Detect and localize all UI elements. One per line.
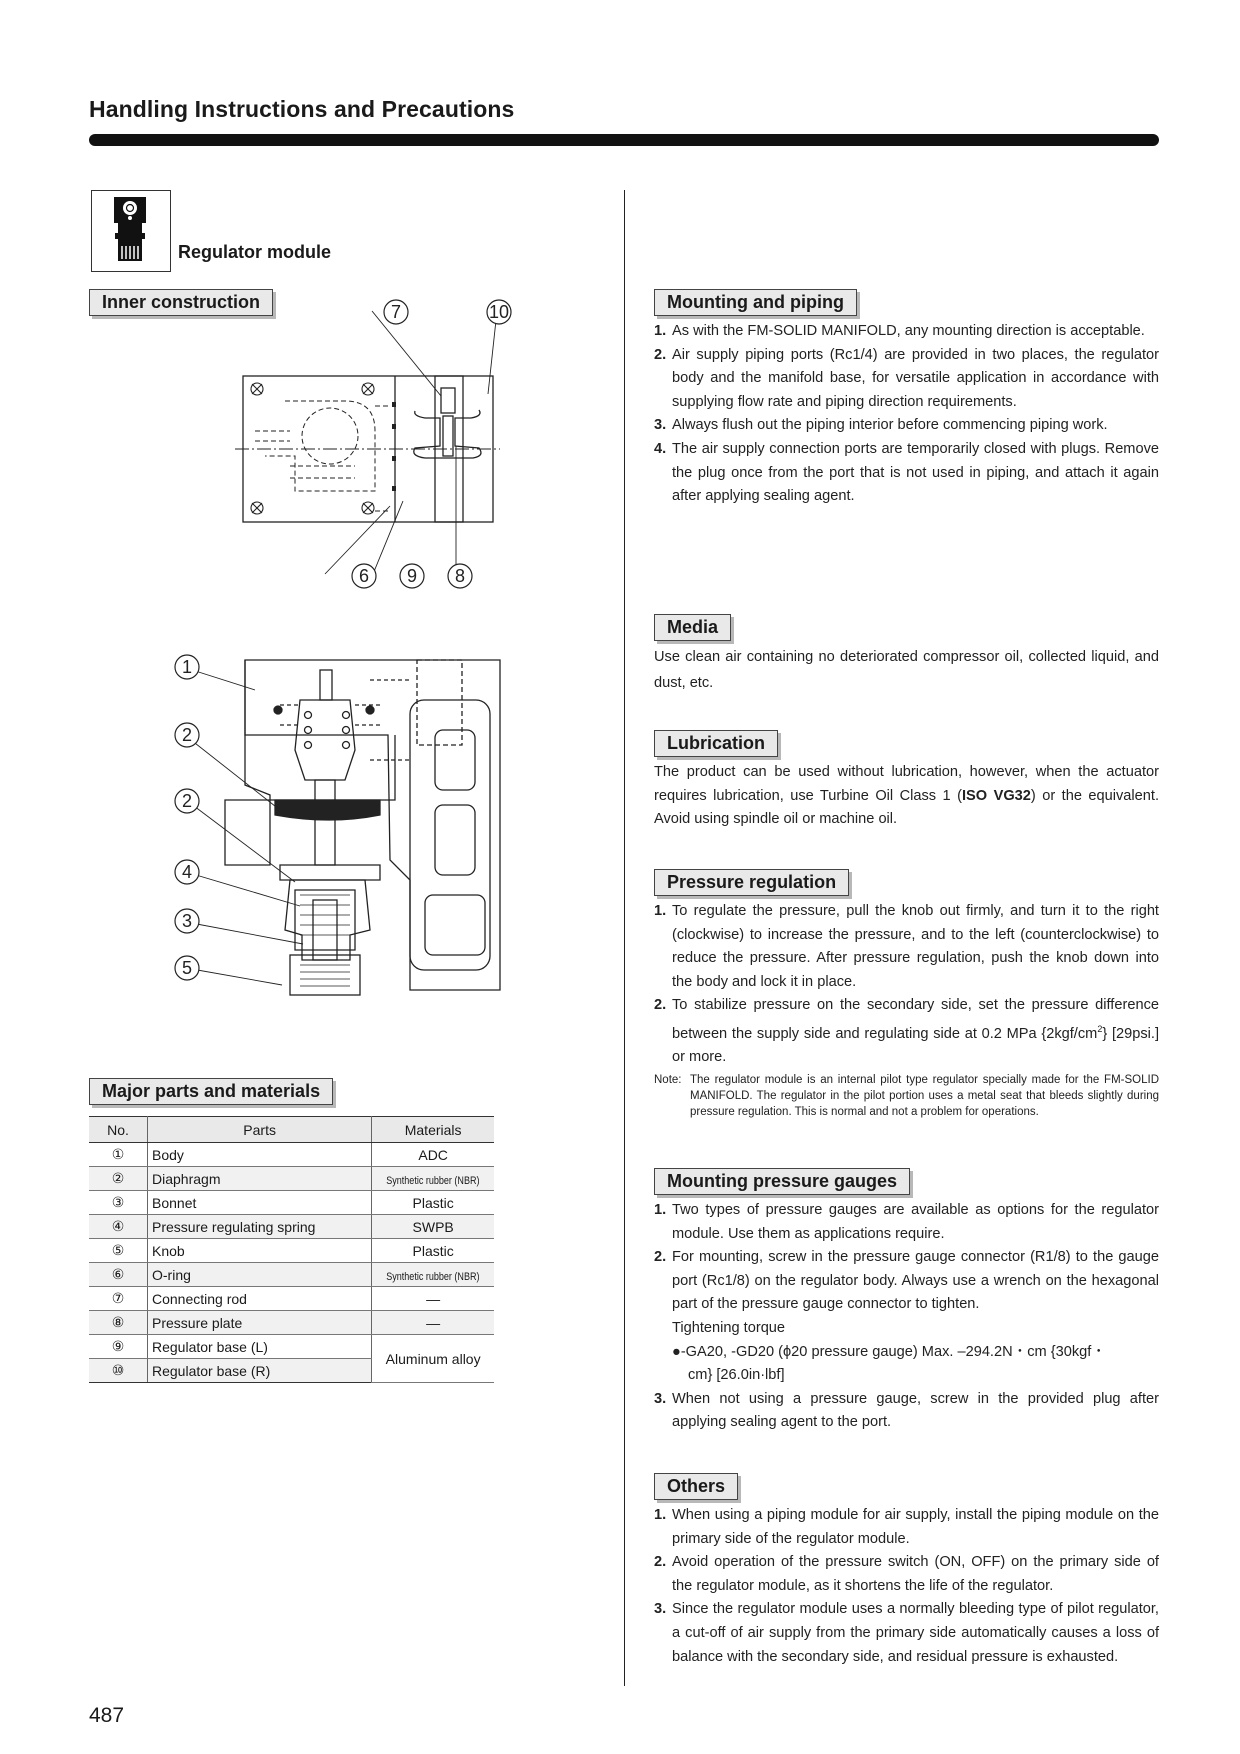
row-material: Plastic	[372, 1191, 494, 1215]
table-row	[89, 1239, 494, 1263]
media-text-block	[654, 645, 1159, 696]
row-no: ⑤	[89, 1239, 148, 1263]
col-header-materials: Materials	[372, 1117, 494, 1143]
row-part: Regulator base (L)	[148, 1335, 372, 1359]
row-material: —	[372, 1311, 494, 1335]
row-material: ADC	[372, 1143, 494, 1167]
table-header-row	[89, 1117, 494, 1143]
row-no: ②	[89, 1167, 148, 1191]
table-row	[89, 1191, 494, 1215]
row-no: ①	[89, 1143, 148, 1167]
row-material: Plastic	[372, 1239, 494, 1263]
list-item: 3. Since the regulator module uses a normally bleeding type of pilot regulator, a cut-off of air supply from the primary side automatically causes a loss of balance with the secondary side, and residual pressure is exhausted.	[654, 1601, 1159, 1665]
list-item: 1. To regulate the pressure, pull the knob out firmly, and turn it to the right (clockwise) to increase the pressure, and to the left (counterclockwise) to reduce the pressure. After pressure regulation, push the knob down into the body and lock it in place.	[654, 903, 1159, 990]
pressure-gauges-list	[654, 1199, 1159, 1435]
lubrication-text: The product can be used without lubrication, however, when the actuator requires lubrication, use Turbine Oil Class 1 (ISO VG32) or the equivalent. Avoid using spindle oil or machine oil.	[654, 764, 1159, 828]
callout-8: 8	[454, 566, 466, 586]
callout-2-upper: 2	[181, 725, 193, 745]
mounting-piping-heading: Mounting and piping	[654, 289, 857, 316]
others-list	[654, 1504, 1159, 1669]
row-part: Regulator base (R)	[148, 1359, 372, 1383]
regulator-module-icon	[91, 190, 171, 272]
list-item: 3. Always flush out the piping interior before commencing piping work.	[654, 417, 1108, 434]
row-part: Knob	[148, 1239, 372, 1263]
row-no: ⑧	[89, 1311, 148, 1335]
row-part: Bonnet	[148, 1191, 372, 1215]
list-item: 3. When not using a pressure gauge, screw in the provided plug after applying sealing agent to the port.	[654, 1390, 1159, 1431]
module-label: Regulator module	[178, 242, 332, 262]
row-no: ⑥	[89, 1263, 148, 1287]
col-header-parts: Parts	[148, 1117, 372, 1143]
pressure-gauges-heading: Mounting pressure gauges	[654, 1168, 910, 1195]
table-row	[89, 1167, 494, 1191]
row-material: —	[372, 1287, 494, 1311]
row-part: Body	[148, 1143, 372, 1167]
list-item: 4. The air supply connection ports are temporarily closed with plugs. Remove the plug once from the port that is not used in piping, and attach it again after applying sealing agent.	[654, 440, 1159, 505]
torque-label: Tightening torque	[672, 1319, 786, 1336]
parts-table	[89, 1116, 494, 1383]
callout-3: 3	[181, 911, 193, 931]
section-view-drawing	[170, 650, 505, 1055]
media-heading: Media	[654, 614, 731, 641]
row-material: SWPB	[372, 1215, 494, 1239]
row-part: O-ring	[148, 1263, 372, 1287]
mounting-piping-list	[654, 320, 1159, 509]
column-divider	[624, 190, 625, 1686]
callout-10: 10	[488, 302, 510, 322]
media-text: Use clean air containing no deteriorated compressor oil, collected liquid, and dust, etc.	[654, 649, 1159, 691]
callout-6: 6	[358, 566, 370, 586]
row-part: Pressure regulating spring	[148, 1215, 372, 1239]
others-heading: Others	[654, 1473, 738, 1500]
col-header-no: No.	[89, 1117, 148, 1143]
table-row	[89, 1287, 494, 1311]
torque-line-1: ●-GA20, -GD20 (ϕ20 pressure gauge) Max. –294.2N・cm {30kgf・	[672, 1343, 1106, 1360]
row-no: ⑨	[89, 1335, 148, 1359]
inner-construction-heading: Inner construction	[89, 289, 273, 316]
table-row	[89, 1143, 494, 1167]
major-parts-heading: Major parts and materials	[89, 1078, 333, 1105]
pressure-note: Note: The regulator module is an internal pilot type regulator specially made for the FM-SOLID MANIFOLD. The regulator in the pilot portion uses a metal seat that bleeds slightly during pressure regulation. This is normal and not a problem for operations.	[654, 1074, 1159, 1119]
list-item: 2. For mounting, screw in the pressure gauge connector (R1/8) to the gauge port (Rc1/8) on the regulator body. Always use a wrench on the hexagonal part of the pressure gauge connector to tighten. Tightening torque ●-GA20, -GD20 (ϕ20 pressure gauge) Max. –294.2N・cm {30kgf・ cm} [26.0in·lbf]	[654, 1246, 1159, 1388]
table-row	[89, 1335, 494, 1359]
callout-2-lower: 2	[181, 791, 193, 811]
list-item: 1. Two types of pressure gauges are available as options for the regulator module. Use them as applications require.	[654, 1202, 1159, 1242]
page-number: 487	[89, 1704, 125, 1727]
table-row	[89, 1311, 494, 1335]
row-material: Synthetic rubber (NBR)	[386, 1174, 480, 1187]
torque-line-2: cm} [26.0in·lbf]	[688, 1367, 785, 1384]
row-no: ⑦	[89, 1287, 148, 1311]
lubrication-heading: Lubrication	[654, 730, 778, 757]
table-row	[89, 1215, 494, 1239]
row-material: Synthetic rubber (NBR)	[386, 1270, 480, 1283]
list-item: 2. Air supply piping ports (Rc1/4) are provided in two places, the regulator body and the manifold base, for versatile application in accordance with supplying flow rate and piping direction requirements.	[654, 346, 1159, 410]
top-view-drawing	[235, 296, 510, 596]
row-no: ④	[89, 1215, 148, 1239]
list-item: 2. Avoid operation of the pressure switch (ON, OFF) on the primary side of the regulator module, as it shortens the life of the regulator.	[654, 1554, 1159, 1594]
row-part: Connecting rod	[148, 1287, 372, 1311]
row-part: Pressure plate	[148, 1311, 372, 1335]
callout-4: 4	[181, 862, 193, 882]
table-row	[89, 1263, 494, 1287]
pressure-regulation-list	[654, 900, 1159, 1120]
title-rule	[89, 134, 1159, 146]
list-item: 1. When using a piping module for air supply, install the piping module on the primary side of the regulator module.	[654, 1507, 1159, 1547]
list-item: 1. As with the FM-SOLID MANIFOLD, any mounting direction is acceptable.	[654, 323, 1145, 339]
callout-7: 7	[390, 302, 402, 322]
row-material: Aluminum alloy	[372, 1335, 494, 1383]
callout-1: 1	[181, 657, 193, 677]
row-no: ③	[89, 1191, 148, 1215]
pressure-regulation-heading: Pressure regulation	[654, 869, 849, 896]
page-title: Handling Instructions and Precautions	[89, 96, 515, 122]
callout-5: 5	[181, 958, 193, 978]
callout-9: 9	[406, 566, 418, 586]
row-part: Diaphragm	[148, 1167, 372, 1191]
row-no: ⑩	[89, 1359, 148, 1383]
lubrication-text-block	[654, 761, 1159, 832]
list-item: 2. To stabilize pressure on the secondary side, set the pressure difference between the supply side and regulating side at 0.2 MPa $\{2kgf/cm^2\}$ [29psi.] or more.	[654, 997, 1159, 1066]
